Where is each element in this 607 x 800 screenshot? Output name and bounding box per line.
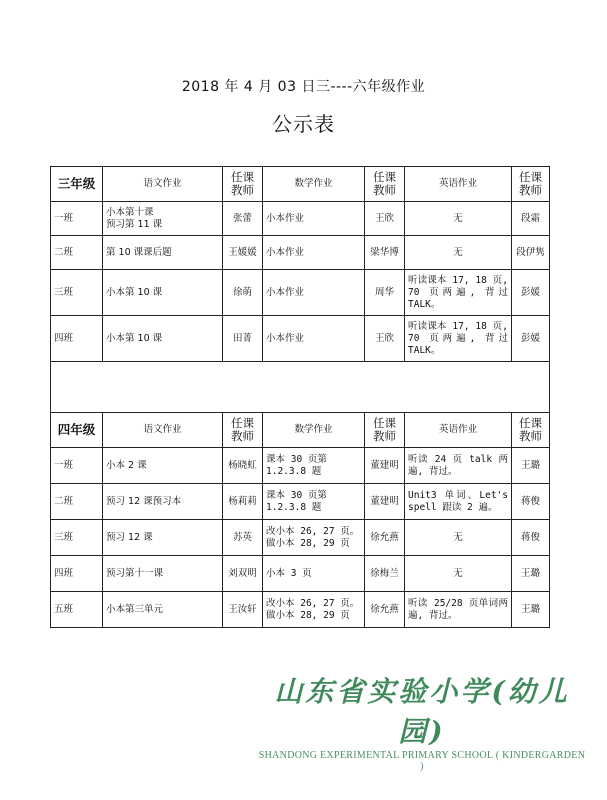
teacher-cell: 彭媛 — [512, 270, 550, 316]
page-title: 2018 年 4 月 03 日三----六年级作业 — [181, 79, 426, 95]
grade4-header-row — [51, 413, 550, 448]
chinese-homework-cell: 小本第 10 课 — [103, 316, 223, 362]
chinese-header: 语文作业 — [103, 413, 223, 448]
math-homework-cell: 小本作业 — [263, 202, 365, 236]
teacher-cell: 董建明 — [365, 448, 405, 484]
math-homework-cell: 小本作业 — [263, 316, 365, 362]
chinese-homework-cell: 小本 2 课 — [103, 448, 223, 484]
table-row — [51, 484, 550, 520]
english-homework-cell: 听读 24 页 talk 两遍, 背过。 — [405, 448, 512, 484]
english-homework-cell: 听读 25/28 页单词两遍, 背过。 — [405, 592, 512, 628]
math-homework-cell: 改小本 26, 27 页。 做小本 28, 29 页 — [263, 520, 365, 556]
teacher-cell: 王璐 — [512, 448, 550, 484]
class-cell: 二班 — [51, 236, 103, 270]
table-row — [51, 592, 550, 628]
class-cell: 四班 — [51, 316, 103, 362]
class-cell: 一班 — [51, 448, 103, 484]
teacher-cell: 蒋俊 — [512, 484, 550, 520]
class-cell: 三班 — [51, 270, 103, 316]
math-homework-cell: 小本作业 — [263, 236, 365, 270]
chinese-homework-cell: 预习 12 课 — [103, 520, 223, 556]
teacher-header: 任课 教师 — [365, 167, 405, 202]
class-cell: 一班 — [51, 202, 103, 236]
math-header: 数学作业 — [263, 167, 365, 202]
teacher-cell: 王欣 — [365, 316, 405, 362]
math-header: 数学作业 — [263, 413, 365, 448]
math-homework-cell: 改小本 26, 27 页。 做小本 28, 29 页 — [263, 592, 365, 628]
table-row — [51, 316, 550, 362]
spacer-row — [51, 362, 550, 413]
teacher-cell: 杨晓虹 — [223, 448, 263, 484]
page-subtitle: 公示表 — [272, 112, 335, 136]
teacher-cell: 苏英 — [223, 520, 263, 556]
english-homework-cell: 听读课本 17, 18 页, 70 页两遍, 背过 TALK。 — [405, 316, 512, 362]
school-logo-cn: 山东省实验小学(幼儿园) — [274, 675, 570, 748]
school-logo-en: SHANDONG EXPERIMENTAL PRIMARY SCHOOL ( KINDERGARDEN ) — [258, 750, 586, 772]
teacher-header: 任课 教师 — [223, 413, 263, 448]
grade3-label: 三年级 — [51, 167, 103, 202]
class-cell: 三班 — [51, 520, 103, 556]
teacher-cell: 刘双明 — [223, 556, 263, 592]
teacher-cell: 张蕾 — [223, 202, 263, 236]
chinese-header: 语文作业 — [103, 167, 223, 202]
school-logo — [257, 670, 587, 772]
teacher-cell: 梁华博 — [365, 236, 405, 270]
chinese-homework-cell: 预习 12 课预习本 — [103, 484, 223, 520]
math-homework-cell: 课本 30 页第 1.2.3.8 题 — [263, 484, 365, 520]
teacher-cell: 王媛媛 — [223, 236, 263, 270]
teacher-header: 任课 教师 — [512, 167, 550, 202]
teacher-cell: 徐允燕 — [365, 592, 405, 628]
teacher-cell: 董建明 — [365, 484, 405, 520]
teacher-cell: 段霜 — [512, 202, 550, 236]
teacher-header: 任课 教师 — [365, 413, 405, 448]
english-header: 英语作业 — [405, 167, 512, 202]
english-homework-cell: 听读课本 17, 18 页, 70 页两遍, 背过 TALK。 — [405, 270, 512, 316]
chinese-homework-cell: 小本第十课 预习第 11 课 — [103, 202, 223, 236]
teacher-cell: 徐梅兰 — [365, 556, 405, 592]
class-cell: 四班 — [51, 556, 103, 592]
teacher-header: 任课 教师 — [223, 167, 263, 202]
teacher-cell: 王璐 — [512, 592, 550, 628]
table-row — [51, 236, 550, 270]
math-homework-cell: 小本作业 — [263, 270, 365, 316]
teacher-cell: 徐允燕 — [365, 520, 405, 556]
grade4-label: 四年级 — [51, 413, 103, 448]
homework-table — [50, 166, 550, 628]
teacher-cell: 田菁 — [223, 316, 263, 362]
table-row — [51, 270, 550, 316]
grade3-header-row — [51, 167, 550, 202]
teacher-cell: 段伊隽 — [512, 236, 550, 270]
table-row — [51, 556, 550, 592]
teacher-cell: 王欣 — [365, 202, 405, 236]
english-homework-cell: 无 — [405, 556, 512, 592]
chinese-homework-cell: 第 10 课课后题 — [103, 236, 223, 270]
chinese-homework-cell: 小本第 10 课 — [103, 270, 223, 316]
math-homework-cell: 小本 3 页 — [263, 556, 365, 592]
class-cell: 二班 — [51, 484, 103, 520]
table-row — [51, 520, 550, 556]
class-cell: 五班 — [51, 592, 103, 628]
teacher-header: 任课 教师 — [512, 413, 550, 448]
math-homework-cell: 课本 30 页第 1.2.3.8 题 — [263, 448, 365, 484]
teacher-cell: 杨莉莉 — [223, 484, 263, 520]
teacher-cell: 周华 — [365, 270, 405, 316]
teacher-cell: 彭媛 — [512, 316, 550, 362]
english-homework-cell: Unit3 单词、Let's spell 跟读 2 遍。 — [405, 484, 512, 520]
chinese-homework-cell: 预习第十一课 — [103, 556, 223, 592]
english-header: 英语作业 — [405, 413, 512, 448]
english-homework-cell: 无 — [405, 236, 512, 270]
teacher-cell: 王汝轩 — [223, 592, 263, 628]
teacher-cell: 蒋俊 — [512, 520, 550, 556]
table-row — [51, 448, 550, 484]
teacher-cell: 王璐 — [512, 556, 550, 592]
chinese-homework-cell: 小本第三单元 — [103, 592, 223, 628]
english-homework-cell: 无 — [405, 520, 512, 556]
table-row — [51, 202, 550, 236]
teacher-cell: 徐萌 — [223, 270, 263, 316]
english-homework-cell: 无 — [405, 202, 512, 236]
